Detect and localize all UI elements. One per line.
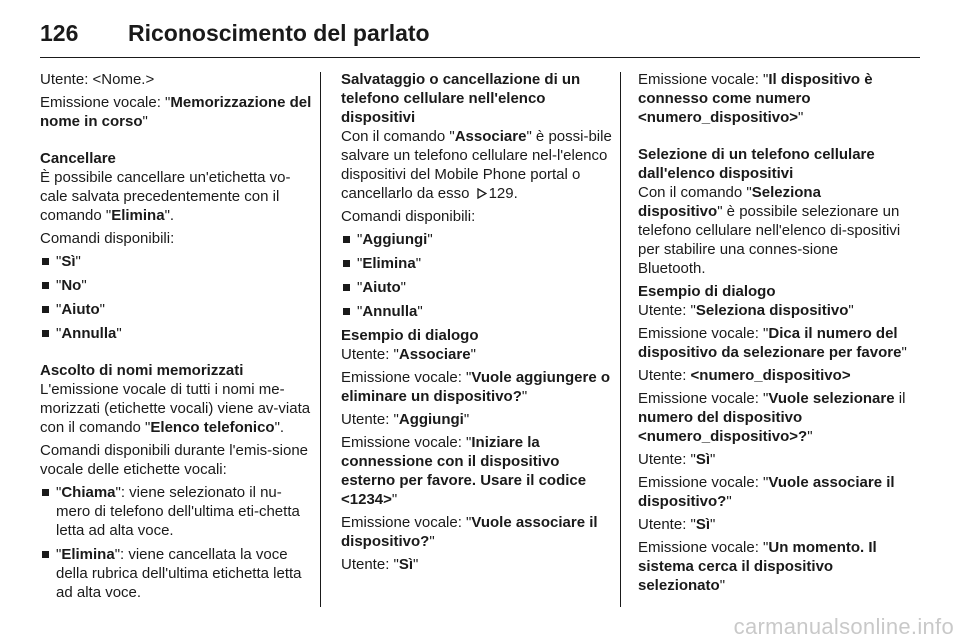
list-item: "Elimina" <box>341 254 616 273</box>
utente-line: Utente: <Nome.> <box>40 71 155 88</box>
column-divider <box>620 72 621 607</box>
command-desc-list <box>40 483 315 602</box>
page-number: 126 <box>40 20 79 46</box>
comandi-label: Comandi disponibili: <box>40 230 175 247</box>
section-title-cancellare: Cancellare <box>40 150 116 167</box>
list-item: "Aiuto" <box>40 300 315 319</box>
dialog-line: Utente: "Aggiungi" <box>341 411 470 428</box>
list-item: "Chiama": viene selezionato il nu-mero di telefono dell'ultima eti-chetta letta ad alta voce. <box>40 483 315 540</box>
dialog-line: Emissione vocale: "Dica il numero del dispositivo da selezionare per favore" <box>638 325 907 361</box>
section-title-selezione: Selezione di un telefono cellulare dall'elenco dispositivi <box>638 146 875 182</box>
column-3 <box>638 70 908 599</box>
page-header <box>40 12 920 52</box>
dialog-line: Emissione vocale: "Iniziare la connessione con il dispositivo esterno per favore. Usare il codice <1234>" <box>341 434 587 508</box>
dialog-line: Utente: "Associare" <box>341 346 476 363</box>
dialog-line: Emissione vocale: "Vuole associare il dispositivo?" <box>341 514 598 550</box>
comandi-label: Comandi disponibili: <box>341 208 476 225</box>
selezione-text: Con il comando "Seleziona dispositivo" è possibile selezionare un telefono cellulare nell'elenco di-spositivi per stabilire una connes-sione Bluetooth. <box>638 184 901 277</box>
dialog-line: Utente: <numero_dispositivo> <box>638 367 851 384</box>
dialog-line: Utente: "Sì" <box>638 451 716 468</box>
list-item: "No" <box>40 276 315 295</box>
section-title-ascolto: Ascolto di nomi memorizzati <box>40 362 244 379</box>
column-2 <box>341 70 616 578</box>
list-item: "Elimina": viene cancellata la voce della rubrica dell'ultima etichetta letta ad alta voce. <box>40 545 315 602</box>
column-divider <box>320 72 321 607</box>
salvataggio-text: Con il comando "Associare" è possi-bile salvare un telefono cellulare nel-l'elenco dispositivi del Mobile Phone portal o cancellarlo da esso 129. <box>341 128 612 202</box>
header-divider <box>40 57 920 58</box>
dialog-line: Utente: "Sì" <box>341 556 419 573</box>
command-list <box>40 252 315 343</box>
section-title-esempio: Esempio di dialogo <box>638 283 776 300</box>
cancellare-text: È possibile cancellare un'etichetta vo-cale salvata precedentemente con il comando "Elimina". <box>40 169 291 224</box>
dialog-line: Utente: "Sì" <box>638 516 716 533</box>
section-title-esempio: Esempio di dialogo <box>341 327 479 344</box>
list-item: "Aiuto" <box>341 278 616 297</box>
watermark: carmanualsonline.info <box>733 614 954 639</box>
dialog-line: Emissione vocale: "Vuole aggiungere o eliminare un dispositivo?" <box>341 369 611 405</box>
dialog-line: Emissione vocale: "Vuole selezionare il numero del dispositivo <numero_dispositivo>?" <box>638 390 906 445</box>
dialog-line: Emissione vocale: "Un momento. Il sistema cerca il dispositivo selezionato" <box>638 539 877 594</box>
list-item: "Aggiungi" <box>341 230 616 249</box>
section-title-salvataggio: Salvataggio o cancellazione di un telefono cellulare nell'elenco dispositivi <box>341 71 581 126</box>
page-title: Riconoscimento del parlato <box>128 20 430 46</box>
list-item: "Sì" <box>40 252 315 271</box>
dialog-line: Emissione vocale: "Il dispositivo è connesso come numero <numero_dispositivo>" <box>638 71 873 126</box>
page-reference-icon <box>476 188 487 199</box>
column-1 <box>40 70 315 607</box>
page-reference[interactable]: 129 <box>488 185 514 202</box>
dialog-line: Utente: "Seleziona dispositivo" <box>638 302 854 319</box>
command-list <box>341 230 616 321</box>
ascolto-text: L'emissione vocale di tutti i nomi me-morizzati (etichette vocali) viene av-viata con il comando "Elenco telefonico". <box>40 381 311 436</box>
dialog-line: Emissione vocale: "Vuole associare il dispositivo?" <box>638 474 895 510</box>
comandi-durante: Comandi disponibili durante l'emis-sione vocale delle etichette vocali: <box>40 442 309 478</box>
emissione-line: Emissione vocale: "Memorizzazione del nome in corso" <box>40 94 312 130</box>
list-item: "Annulla" <box>341 302 616 321</box>
list-item: "Annulla" <box>40 324 315 343</box>
